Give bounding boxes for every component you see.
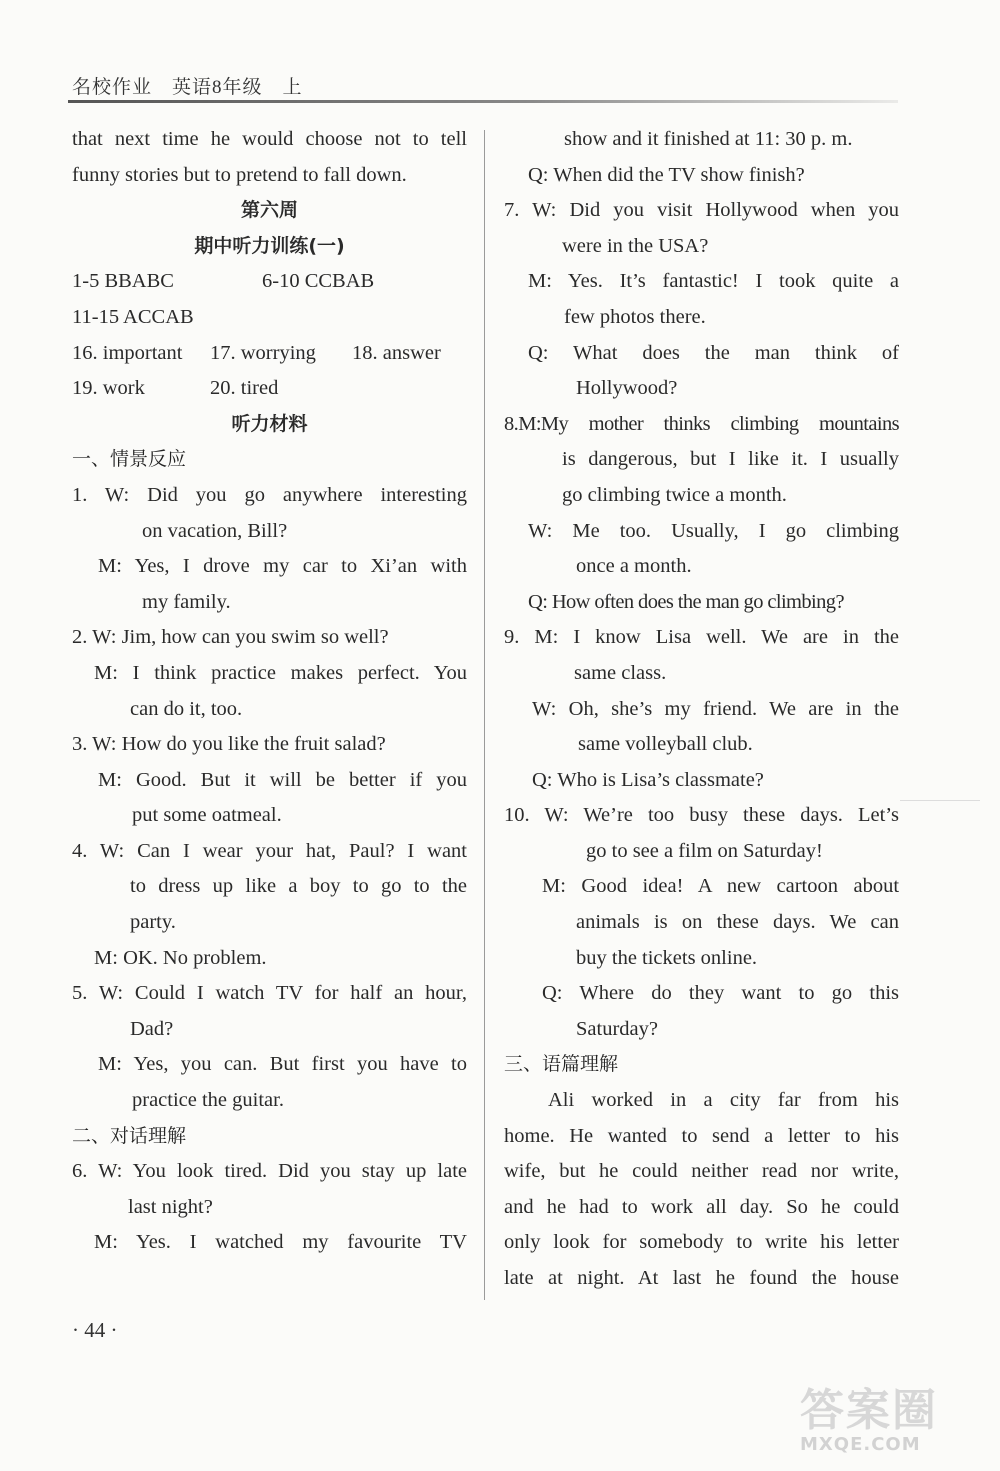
question-line: Saturday? (576, 1017, 658, 1040)
utterance: I know Lisa well. We are in the (573, 626, 899, 649)
left-column (72, 122, 467, 1261)
utterance: My mother thinks climbing mountains (540, 412, 899, 435)
dialog-line (504, 514, 899, 550)
speaker: W: (104, 483, 130, 506)
item-number: 8. (504, 412, 519, 435)
section-title: 期中听力训练(一) (194, 234, 345, 257)
passage-line: late at night. At last he found the house (504, 1267, 899, 1289)
answer-group: 6-10 CCBAB (262, 270, 375, 293)
utterance: Good idea! A new cartoon about (581, 875, 899, 898)
dialog-line: is dangerous, but I like it. I usually (562, 448, 899, 471)
speaker: W: (532, 697, 557, 720)
speaker: W: (532, 199, 557, 222)
speaker: W: (92, 626, 117, 649)
utterance: What does the man think of (573, 341, 899, 364)
question-line: Q: When did the TV show finish? (528, 163, 805, 186)
dialog-line (72, 834, 467, 870)
week-title: 第六周 (240, 199, 298, 222)
dialog-line: practice the guitar. (132, 1089, 284, 1112)
scan-artifact-line (900, 800, 980, 801)
utterance: We’re too busy these days. Let’s (583, 804, 899, 827)
item-number: 7. (504, 199, 520, 222)
dialog-line (72, 478, 467, 514)
utterance: Yes, you can. But first you have to (133, 1053, 467, 1076)
dialog-line: go to see a film on Saturday! (586, 839, 823, 862)
dialog-line (72, 976, 467, 1012)
intro-line: funny stories but to pretend to fall down. (72, 163, 407, 186)
speaker: Q: (542, 982, 563, 1005)
item-number: 4. (72, 839, 88, 862)
part-title: 一、情景反应 (72, 448, 187, 471)
dialog-line: last night? (128, 1195, 213, 1218)
question-line: Q: How often does the man go climbing? (528, 590, 844, 613)
dialog-line: can do it, too. (130, 697, 243, 720)
material-title: 听力材料 (231, 412, 308, 435)
dialog-line: buy the tickets online. (576, 946, 758, 969)
column-divider (484, 130, 485, 1300)
passage-line: only look for somebody to write his letter (504, 1231, 899, 1254)
watermark-logo: 答案圈 (800, 1385, 938, 1436)
dialog-line: animals is on these days. We can (576, 911, 899, 934)
dialog-line (72, 763, 467, 799)
header-rule (68, 100, 898, 103)
dialog-line (504, 798, 899, 834)
part-title: 三、语篇理解 (504, 1053, 619, 1076)
dialog-line: show and it finished at 11: 30 p. m. (564, 128, 853, 150)
speaker: M: (98, 768, 122, 791)
passage-line: Ali worked in a city far from his (548, 1089, 899, 1112)
passage-line: home. He wanted to send a letter to his (504, 1124, 899, 1147)
speaker: M: (98, 1053, 122, 1076)
utterance: Could I watch TV for half an hour, (134, 982, 467, 1005)
utterance: Me too. Usually, I go climbing (572, 519, 899, 542)
dialog-line: my family. (142, 590, 231, 613)
dialog-line (72, 1154, 467, 1190)
dialog-line (504, 407, 899, 443)
dialog-line (72, 1225, 467, 1261)
speaker: M: (528, 270, 552, 293)
utterance: Did you visit Hollywood when you (569, 199, 899, 222)
answer-item: 19. work (72, 377, 145, 400)
item-number: 1. (72, 483, 88, 506)
dialog-line: to dress up like a boy to go to the (130, 875, 467, 898)
dialog-line (72, 549, 467, 585)
dialog-line (72, 656, 467, 692)
item-number: 5. (72, 982, 88, 1005)
speaker: M: (542, 875, 566, 898)
dialog-line (72, 1047, 467, 1083)
utterance: Yes. I watched my favourite TV (135, 1231, 467, 1254)
dialog-line: were in the USA? (562, 234, 709, 257)
dialog-line (504, 692, 899, 728)
answer-row (72, 336, 467, 372)
utterance: Good. But it will be better if you (135, 768, 467, 791)
utterance: Did you go anywhere interesting (147, 483, 467, 506)
item-number: 6. (72, 1160, 88, 1183)
speaker: M: (98, 555, 122, 578)
speaker: Q: (528, 341, 549, 364)
dialog-line (504, 264, 899, 300)
dialog-line: same volleyball club. (578, 733, 753, 756)
passage-line: and he had to work all day. So he could (504, 1195, 899, 1218)
question-line: Hollywood? (576, 377, 678, 400)
dialog-line (504, 869, 899, 905)
answer-item: 17. worrying (210, 341, 316, 364)
watermark-url: MXQE.COM (800, 1434, 921, 1455)
utterance: Jim, how can you swim so well? (121, 626, 389, 649)
speaker: W: (98, 1160, 123, 1183)
speaker: M: (94, 661, 118, 684)
dialog-line (72, 727, 467, 763)
right-column (504, 122, 899, 1297)
question-line: Q: Who is Lisa’s classmate? (532, 768, 764, 791)
answer-item: 16. important (72, 341, 183, 364)
dialog-line (504, 193, 899, 229)
dialog-line: Dad? (130, 1017, 174, 1040)
dialog-line: once a month. (576, 555, 692, 578)
utterance: I think practice makes perfect. You (132, 661, 467, 684)
dialog-line: go climbing twice a month. (562, 483, 787, 506)
speaker: M: (518, 412, 541, 435)
utterance: Can I wear your hat, Paul? I want (137, 839, 467, 862)
answer-item: 18. answer (352, 341, 441, 364)
answer-group: 1-5 BBABC (72, 270, 174, 293)
question-line (504, 976, 899, 1012)
dialog-line (72, 941, 467, 977)
item-number: 9. (504, 626, 520, 649)
dialog-line: same class. (574, 661, 667, 684)
dialog-line (72, 620, 467, 656)
answer-row (72, 264, 467, 300)
dialog-line (504, 620, 899, 656)
intro-line: that next time he would choose not to tell (72, 128, 467, 150)
watermark (800, 1385, 990, 1466)
speaker: W: (544, 804, 569, 827)
item-number: 10. (504, 804, 530, 827)
dialog-line: party. (130, 911, 176, 934)
utterance: OK. No problem. (123, 946, 267, 969)
answer-row (72, 300, 467, 336)
speaker: W: (528, 519, 553, 542)
speaker: M: (94, 946, 118, 969)
utterance: Oh, she’s my friend. We are in the (568, 697, 899, 720)
answer-row (72, 371, 467, 407)
dialog-line: put some oatmeal. (132, 804, 282, 827)
speaker: W: (98, 982, 124, 1005)
answer-group: 11-15 ACCAB (72, 305, 194, 328)
item-number: 2. (72, 626, 88, 649)
running-header: 名校作业 英语8年级 上 (72, 77, 303, 98)
dialog-line: on vacation, Bill? (142, 519, 288, 542)
utterance: Yes, I drove my car to Xi’an with (134, 555, 467, 578)
speaker: M: (94, 1231, 118, 1254)
utterance: You look tired. Did you stay up late (132, 1160, 467, 1183)
part-title: 二、对话理解 (72, 1124, 187, 1147)
dialog-line: few photos there. (564, 305, 706, 328)
answer-item: 20. tired (210, 377, 279, 400)
speaker: W: (99, 839, 125, 862)
utterance: Yes. It’s fantastic! I took quite a (567, 270, 899, 293)
question-line (504, 336, 899, 372)
speaker: M: (534, 626, 559, 649)
item-number: 3. (72, 733, 88, 756)
passage-line: wife, but he could neither read nor write, (504, 1160, 899, 1183)
page-number: · 44 · (72, 1318, 118, 1342)
speaker: W: (92, 733, 117, 756)
utterance: Where do they want to go this (579, 982, 899, 1005)
utterance: How do you like the fruit salad? (121, 733, 386, 756)
